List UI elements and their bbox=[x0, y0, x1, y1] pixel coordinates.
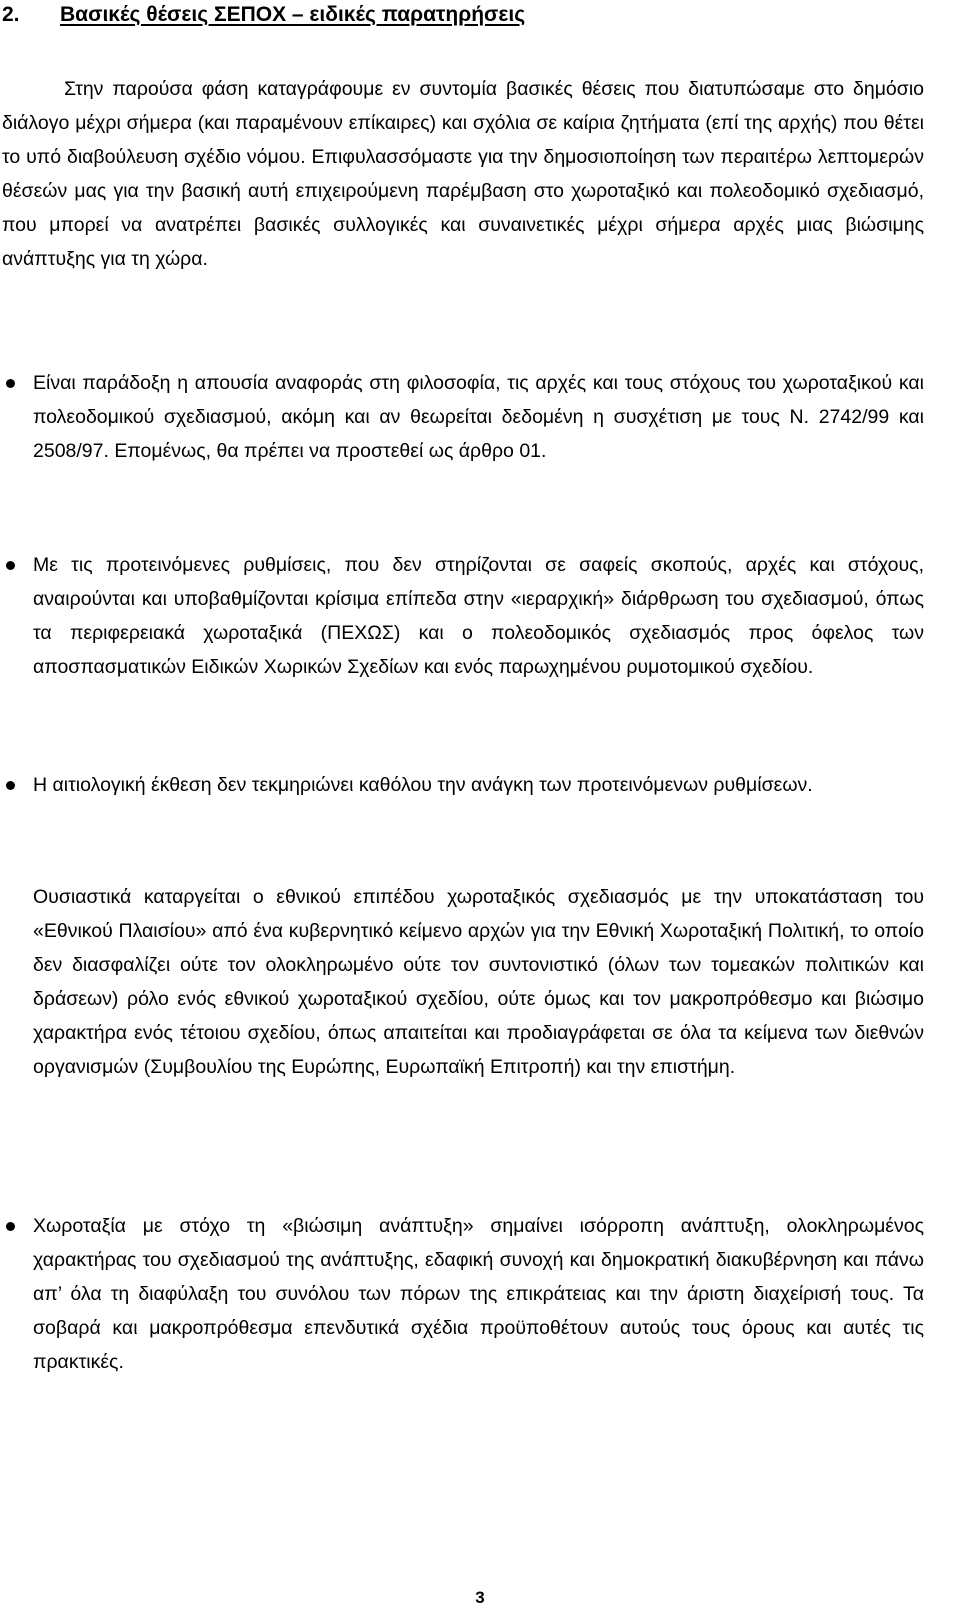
bullet-icon bbox=[6, 781, 15, 790]
continuation-paragraph: Ουσιαστικά καταργείται ο εθνικού επιπέδου χωροταξικός σχεδιασμός με την υποκατάσταση του «Εθνικού Πλαισίου» από ένα κυβερνητικό κείμενο αρχών για την Εθνική Χωροταξική Πολιτική, το οποίο δεν διασφαλίζει ούτε τον ολοκληρωμένο ούτε τον συντονιστικό (όλων των τομεακών πολιτικών και δράσεων) ρόλο ενός εθνικού χωροταξικού σχεδίου, ούτε όμως και τον μακροπρόθεσμο και βιώσιμο χαρακτήρα ενός τέτοιου σχεδίου, όπως απαιτείται και προδιαγράφεται σε όλα τα κείμενα των διεθνών οργανισμών (Συμβουλίου της Ευρώπης, Ευρωπαϊκή Επιτροπή) και την επιστήμη. bbox=[33, 886, 924, 1078]
section-heading bbox=[2, 0, 525, 30]
bullet-icon bbox=[6, 379, 15, 388]
bullet-text: Είναι παράδοξη η απουσία αναφοράς στη φιλοσοφία, τις αρχές και τους στόχους του χωροταξικού και πολεοδομικού σχεδιασμού, ακόμη και αν θεωρείται δεδομένη η συσχέτιση με τους Ν. 2742/99 και 2508/97. Επομένως, θα πρέπει να προστεθεί ως άρθρο 01. bbox=[33, 372, 924, 462]
section-number: 2. bbox=[2, 3, 20, 26]
intro-paragraph: Στην παρούσα φάση καταγράφουμε εν συντομία βασικές θέσεις που διατυπώσαμε στο δημόσιο διάλογο μέχρι σήμερα (και παραμένουν επίκαιρες) και σχόλια σε καίρια ζητήματα (επί της αρχής) που θέτει το υπό διαβούλευση σχέδιο νόμου. Επιφυλασσόμαστε για την δημοσιοποίηση των περαιτέρω λεπτομερών θέσεών μας για την βασική αυτή επιχειρούμενη παρέμβαση στο χωροταξικό και πολεοδομικό σχεδιασμό, που μπορεί να ανατρέπει βασικές συλλογικές και συναινετικές μέχρι σήμερα αρχές μιας βιώσιμης ανάπτυξης για τη χώρα. bbox=[2, 78, 924, 270]
page-number: 3 bbox=[475, 1588, 485, 1607]
bullet-icon bbox=[6, 1222, 15, 1231]
bullet-text: Η αιτιολογική έκθεση δεν τεκμηριώνει καθόλου την ανάγκη των προτεινόμενων ρυθμίσεων. bbox=[33, 774, 813, 796]
bullet-text: Χωροταξία με στόχο τη «βιώσιμη ανάπτυξη» σημαίνει ισόρροπη ανάπτυξη, ολοκληρωμένος χαρακτήρας του σχεδιασμού της ανάπτυξης, εδαφική συνοχή και δημοκρατική διακυβέρνηση και πάνω απ’ όλα τη διαφύλαξη του συνόλου των πόρων της επικράτειας και την άριστη διαχείρισή τους. Τα σοβαρά και μακροπρόθεσμα επενδυτικά σχέδια προϋποθέτουν αυτούς τους όρους και αυτές τις πρακτικές. bbox=[33, 1215, 924, 1373]
bullet-text: Με τις προτεινόμενες ρυθμίσεις, που δεν στηρίζονται σε σαφείς σκοπούς, αρχές και στόχους, αναιρούνται και υποβαθμίζονται κρίσιμα επίπεδα στην «ιεραρχική» διάρθρωση του σχεδιασμού, όπως τα περιφερειακά χωροταξικά (ΠΕΧΩΣ) και ο πολεοδομικός σχεδιασμός προς όφελος των αποσπασματικών Ειδικών Χωρικών Σχεδίων και ενός παρωχημένου ρυμοτομικού σχεδίου. bbox=[33, 554, 924, 678]
section-title: Βασικές θέσεις ΣΕΠΟΧ – ειδικές παρατηρήσεις bbox=[60, 3, 526, 26]
bullet-icon bbox=[6, 561, 15, 570]
